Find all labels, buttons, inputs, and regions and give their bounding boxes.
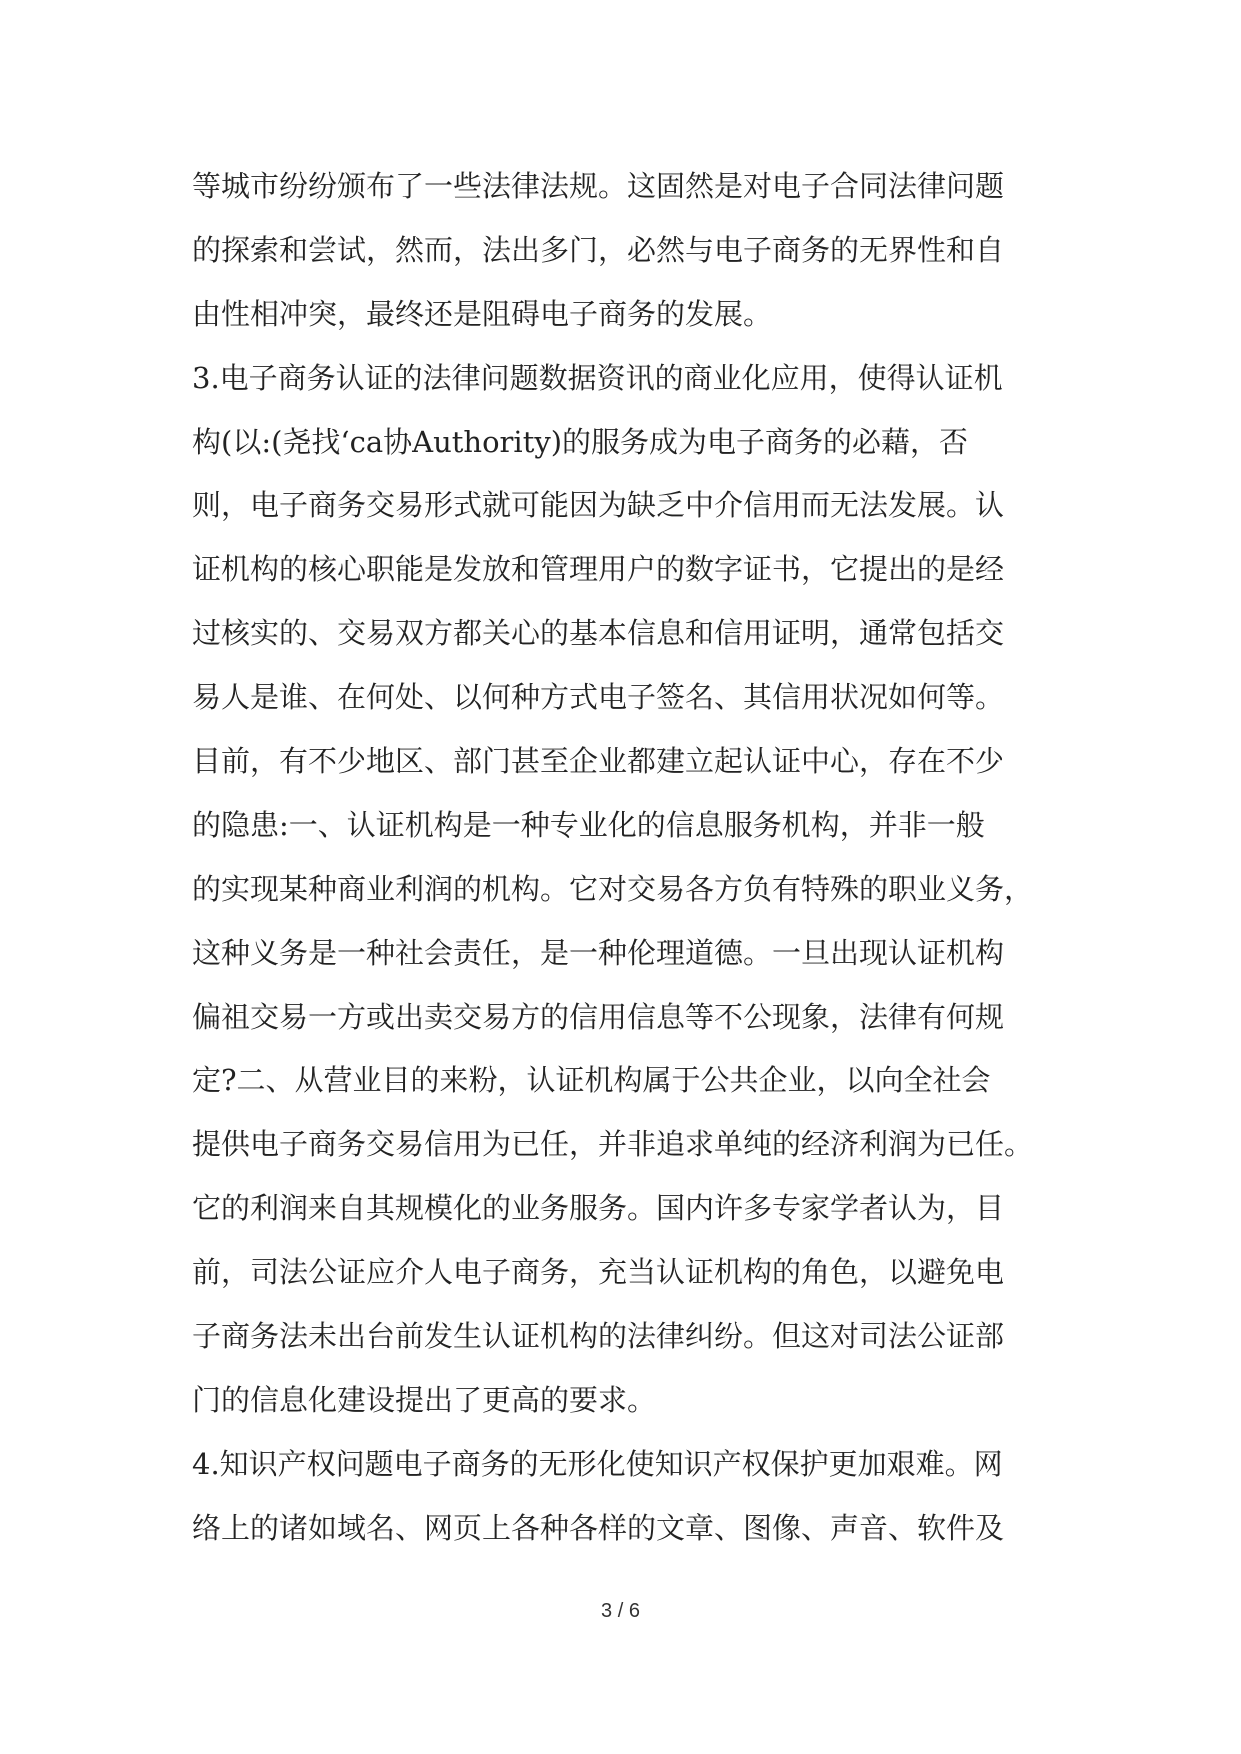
text-line: 易人是谁、在何处、以何种方式电子签名、其信用状况如何等。 xyxy=(192,680,1005,715)
text-line: 前，司法公证应介人电子商务，充当认证机构的角色，以避免电 xyxy=(192,1255,1005,1290)
text-line: 的隐患:一、认证机构是一种专业化的信息服务机构，并非一般 xyxy=(192,807,985,842)
text-line: 3.电子商务认证的法律问题数据资讯的商业化应用，使得认证机 xyxy=(192,360,1003,395)
text-line: 提供电子商务交易信用为已任，并非追求单纯的经济利润为已任。 xyxy=(192,1127,1034,1162)
text-line: 证机构的核心职能是发放和管理用户的数字证书，它提出的是经 xyxy=(192,552,1005,587)
text-line: 等城市纷纷颁布了一些法律法规。这固然是对电子合同法律问题 xyxy=(192,169,1005,203)
text-line: 由性相冲突，最终还是阻碍电子商务的发展。 xyxy=(192,296,773,331)
page-number: 3 / 6 xyxy=(601,1600,640,1622)
text-line: 偏祖交易一方或出卖交易方的信用信息等不公现象，法律有何规 xyxy=(192,999,1005,1034)
text-line: 这种义务是一种社会责任，是一种伦理道德。一旦出现认证机构 xyxy=(192,935,1005,970)
text-line: 4.知识产权问题电子商务的无形化使知识产权保护更加艰难。网 xyxy=(192,1446,1003,1481)
text-line: 构(以:(尧找‘ca协Authority)的服务成为电子商务的必藉，否 xyxy=(192,424,969,459)
text-line: 子商务法未出台前发生认证机构的法律纠纷。但这对司法公证部 xyxy=(192,1319,1005,1354)
text-line: 过核实的、交易双方都关心的基本信息和信用证明，通常包括交 xyxy=(192,616,1005,651)
text-line: 络上的诸如域名、网页上各种各样的文章、图像、声音、软件及 xyxy=(192,1510,1005,1545)
text-line: 门的信息化建设提出了更高的要求。 xyxy=(192,1382,657,1417)
text-line: 则，电子商务交易形式就可能因为缺乏中介信用而无法发展。认 xyxy=(192,488,1005,523)
body-text xyxy=(192,155,1062,1561)
text-line: 的实现某种商业利润的机构。它对交易各方负有特殊的职业义务， xyxy=(192,871,1034,906)
text-line: 定?二、从营业目的来粉，认证机构属于公共企业，以向全社会 xyxy=(192,1063,991,1098)
text-line: 它的利润来自其规模化的业务服务。国内许多专家学者认为，目 xyxy=(192,1191,1005,1226)
text-line: 目前，有不少地区、部门甚至企业都建立起认证中心，存在不少 xyxy=(192,744,1005,779)
text-line: 的探索和尝试，然而，法出多门，必然与电子商务的无界性和自 xyxy=(192,232,1005,267)
